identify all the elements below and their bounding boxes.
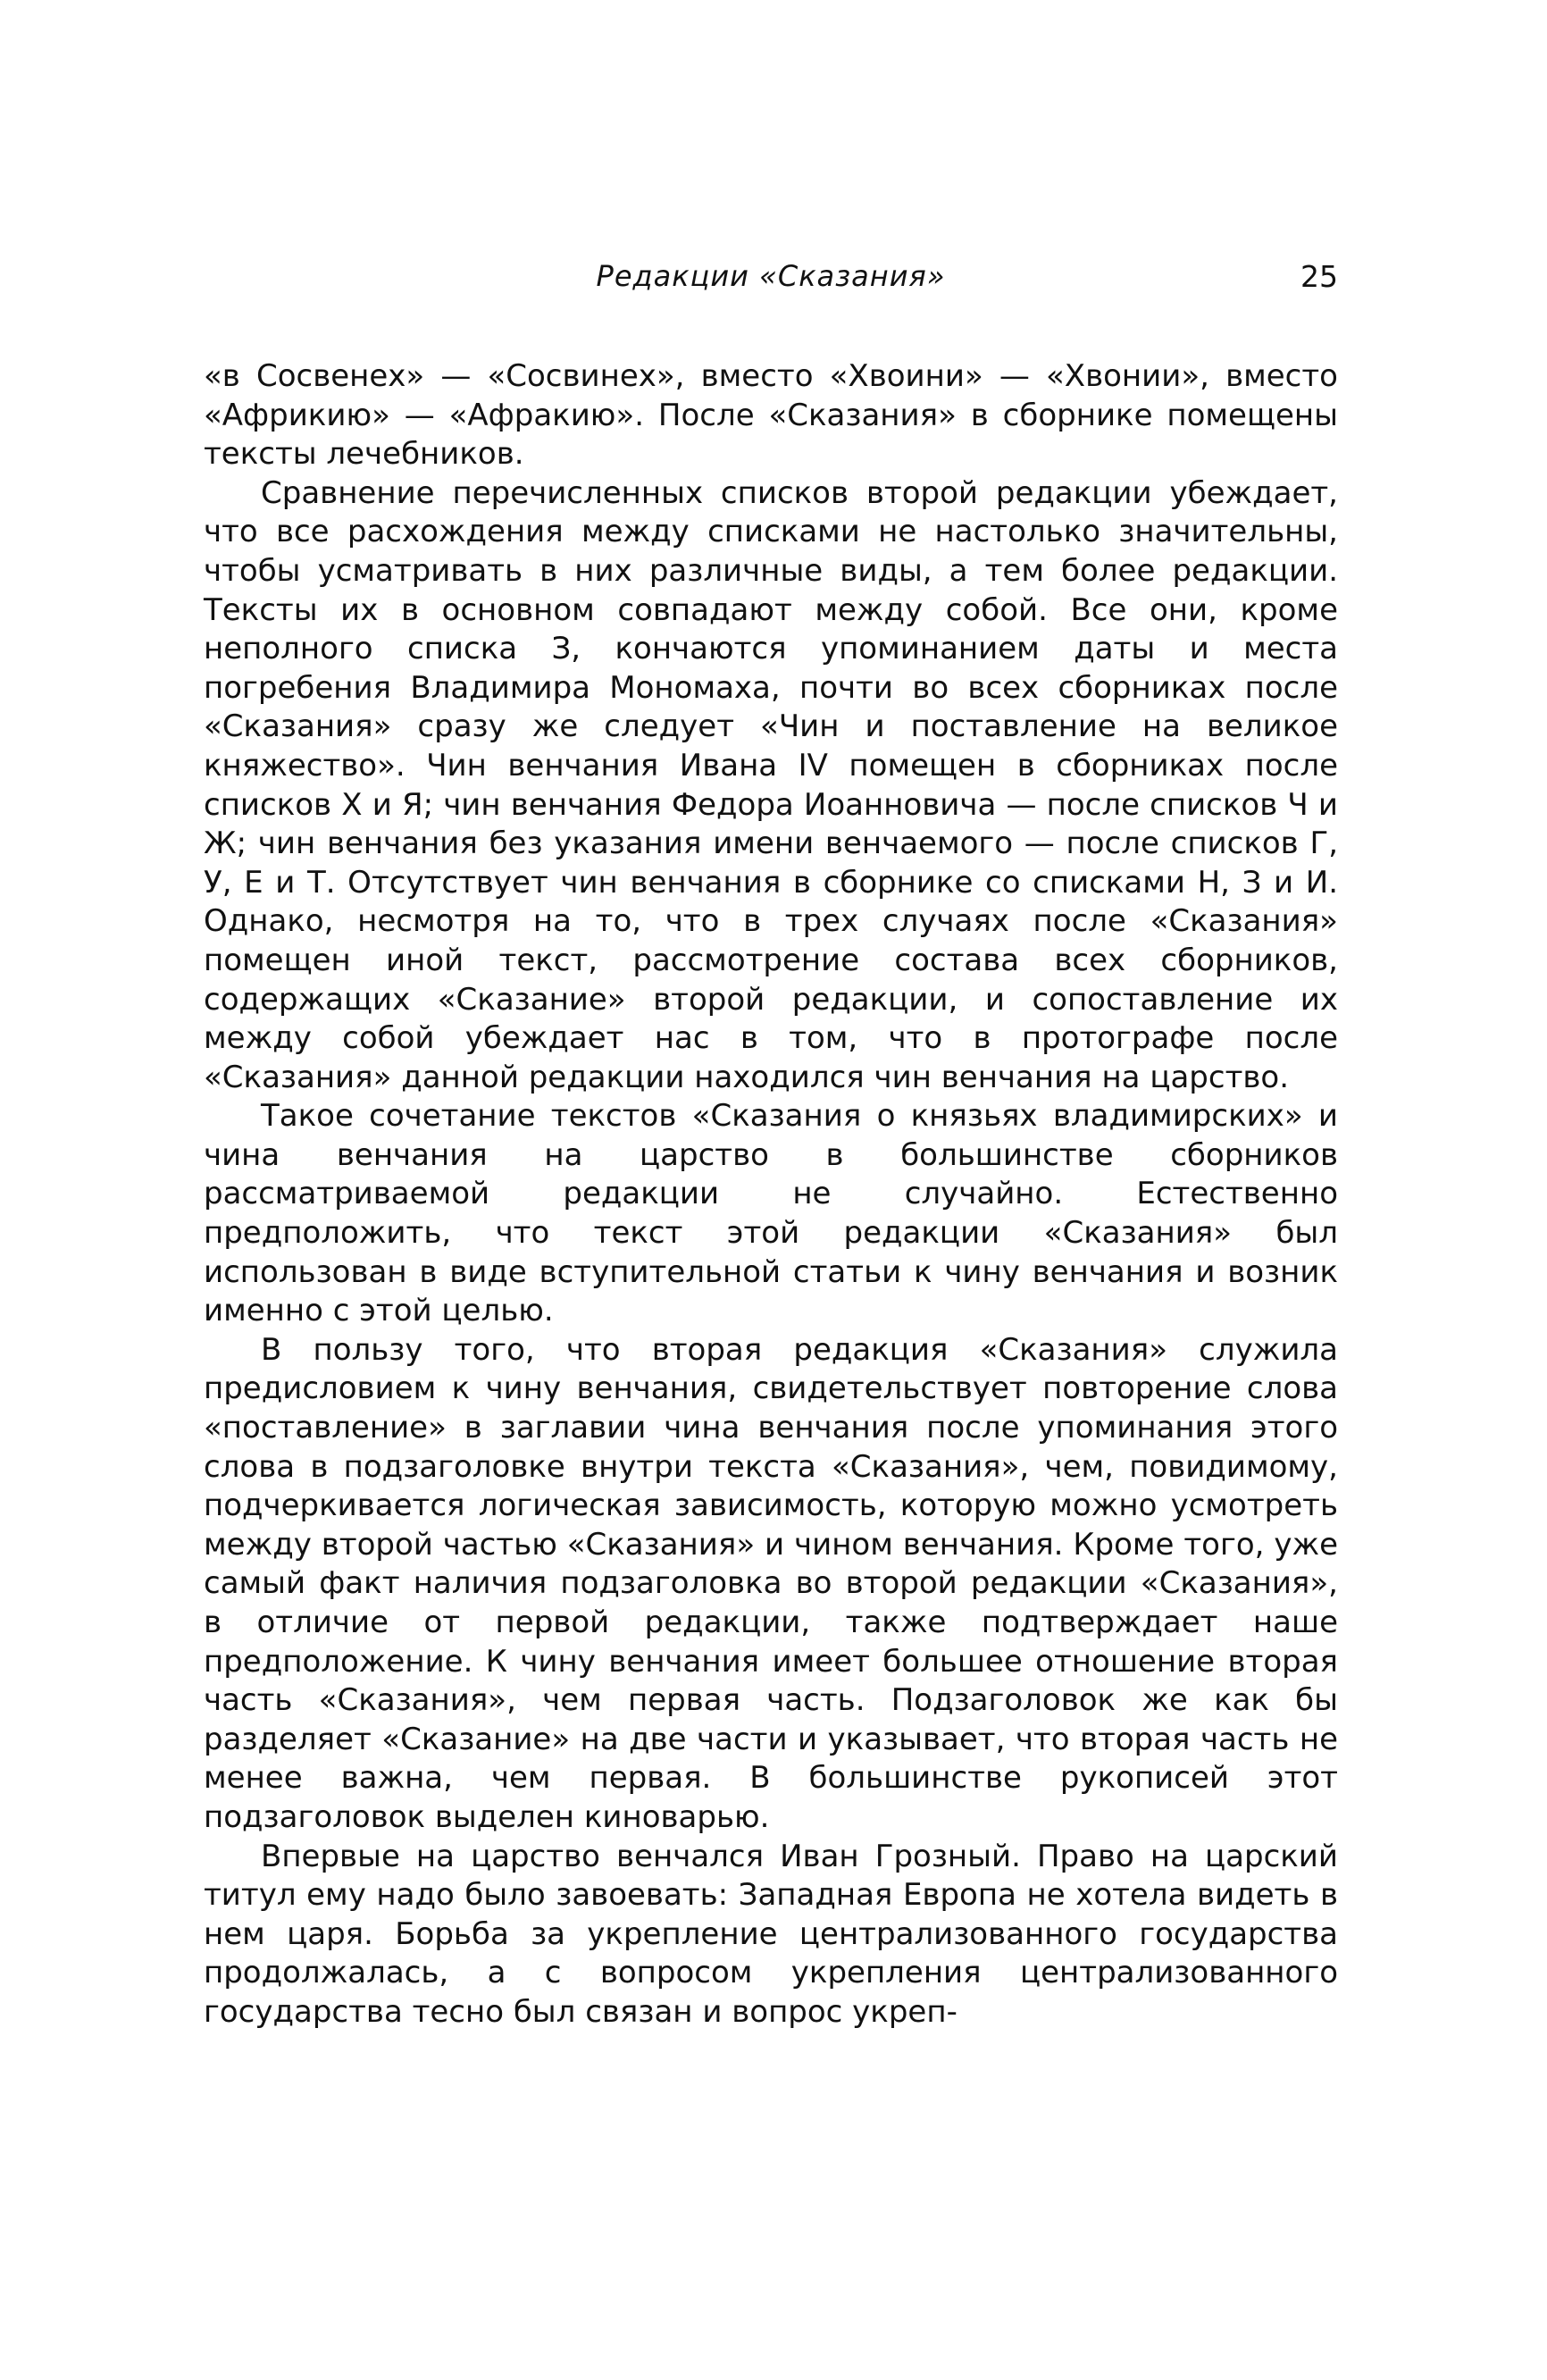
body-text [204,357,1338,2032]
running-head [204,259,1338,304]
page-number: 25 [1300,259,1338,294]
paragraph-1: «в Сосвенех» — «Сосвинех», вместо «Хвоини» — «Хвонии», вместо «Африкию» — «Афракию». После «Сказания» в сборнике помещены тексты лечебников. [204,358,1338,473]
paragraph-5: Впервые на царство венчался Иван Грозный. Право на царский титул ему надо было завоевать: Западная Европа не хотела видеть в нем царя. Борьба за укрепление централизованного государства продолжалась, а с вопросом укрепления централизованного государства тесно был связан и вопрос укреп- [204,1838,1338,2030]
paragraph-4: В пользу того, что вторая редакция «Сказания» служила предисловием к чину венчания, свидетельствует повторение слова «поставление» в заглавии чина венчания после упоминания этого слова в подзаголовке внутри текста «Сказания», чем, повидимому, подчеркивается логическая зависимость, которую можно усмотреть между второй частью «Сказания» и чином венчания. Кроме того, уже самый факт наличия подзаголовка во второй редакции «Сказания», в отличие от первой редакции, также подтверждает наше предположение. К чину венчания имеет большее отношение вторая часть «Сказания», чем первая часть. Подзаголовок же как бы разделяет «Сказание» на две части и указывает, что вторая часть не менее важна, чем первая. В большинстве рукописей этот подзаголовок выделен киноварью. [204,1331,1338,1835]
paragraph-3: Такое сочетание текстов «Сказания о князьях владимирских» и чина венчания на царство в большинстве сборников рассматриваемой редакции не случайно. Естественно предположить, что текст этой редакции «Сказания» был использован в виде вступительной статьи к чину венчания и возник именно с этой целью. [204,1098,1338,1329]
paragraph-2: Сравнение перечисленных списков второй редакции убеждает, что все расхождения между списками не настолько значительны, чтобы усматривать в них различные виды, а тем более редакции. Тексты их в основном совпадают между собой. Все они, кроме неполного списка З, кончаются упоминанием даты и места погребения Владимира Мономаха, почти во всех сборниках после «Сказания» сразу же следует «Чин и поставление на великое княжество». Чин венчания Ивана IV помещен в сборниках после списков Х и Я; чин венчания Федора Иоанновича — после списков Ч и Ж; чин венчания без указания имени венчаемого — после списков Г, У, Е и Т. Отсутствует чин венчания в сборнике со списками Н, З и И. Однако, несмотря на то, что в трех случаях после «Сказания» помещен иной текст, рассмотрение состава всех сборников, содержащих «Сказание» второй редакции, и сопоставление их между собой убеждает нас в том, что в протографе после «Сказания» данной редакции находился чин венчания на царство. [204,474,1338,1095]
running-title: Редакции «Сказания» [596,259,946,293]
